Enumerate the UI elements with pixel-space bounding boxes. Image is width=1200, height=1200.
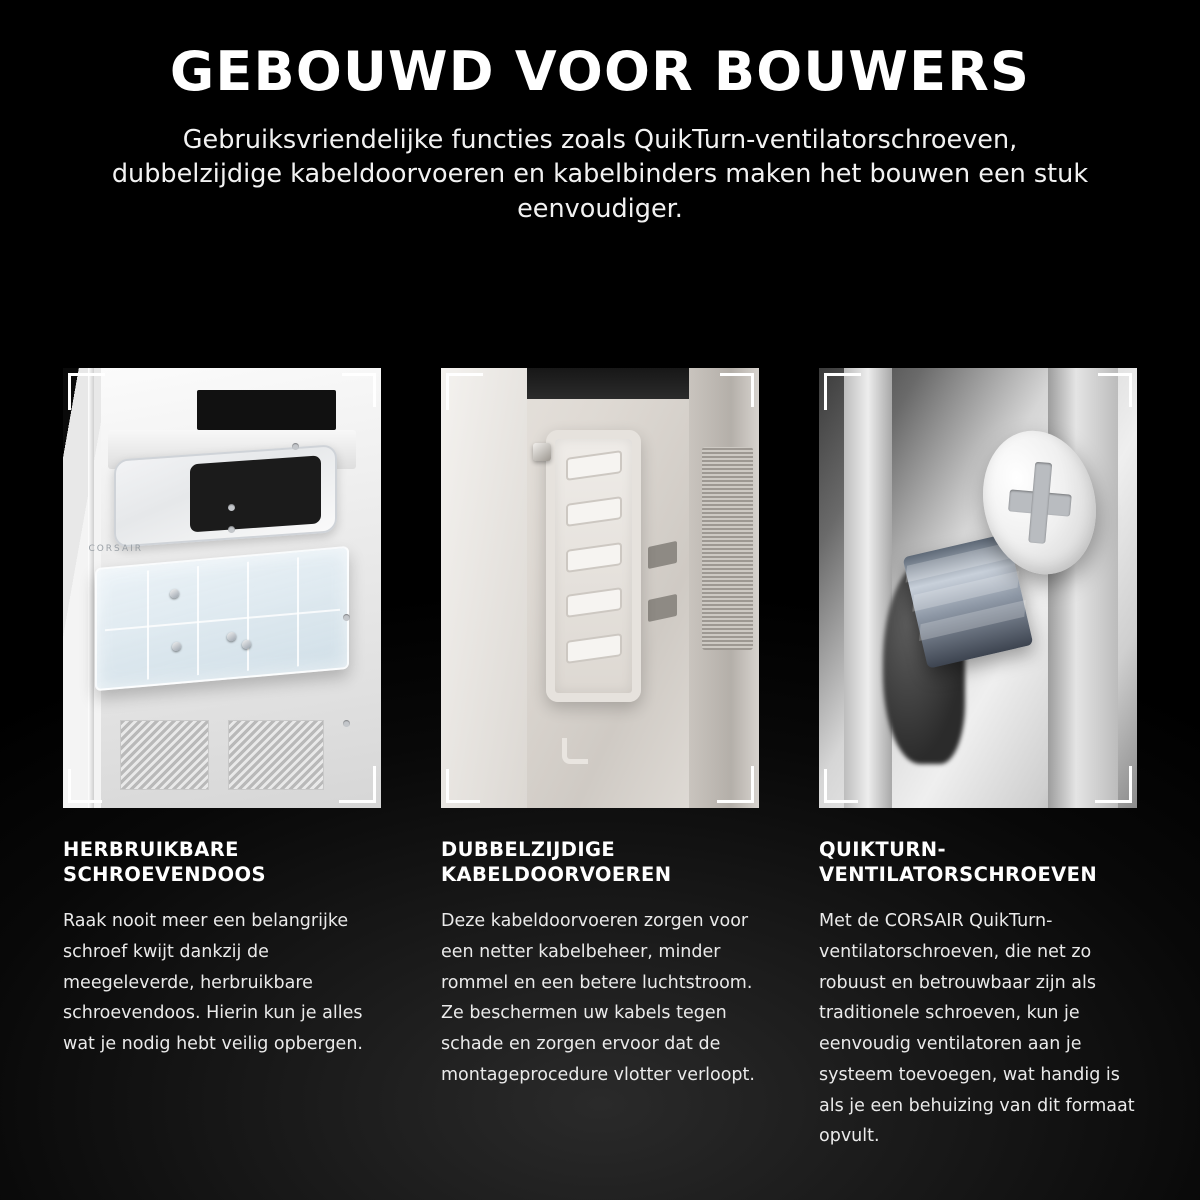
feature-card-quikturn-screws: [819, 368, 1137, 1152]
page-title: GEBOUWD VOOR BOUWERS: [169, 40, 1031, 103]
corner-bracket-top-right-icon: [342, 373, 376, 407]
feature-card-body: Raak nooit meer een belangrijke schroef kwijt dankzij de meegeleverde, herbruikbare schroevendoos. Hierin kun je alles wat je nodig hebt veilig opbergen.: [63, 910, 363, 1055]
corner-bracket-bottom-left-icon: [446, 769, 480, 803]
page-subtitle: Gebruiksvriendelijke functies zoals QuikTurn-ventilatorschroeven, dubbelzijdige kabeldoorvoeren en kabelbinders maken het bouwen een stuk eenvoudiger.: [111, 124, 1089, 225]
feature-card-list: [0, 368, 1200, 1152]
quikturn-screw-illustration: [819, 368, 1137, 808]
corner-bracket-top-right-icon: [720, 373, 754, 407]
corner-bracket-top-right-icon: [1098, 373, 1132, 407]
feature-card-body: Deze kabeldoorvoeren zorgen voor een netter kabelbeheer, minder rommel en een betere luchtstroom. Ze beschermen uw kabels tegen schade en zorgen ervoor dat de montageprocedure vlotter verloopt.: [441, 910, 755, 1085]
feature-card-title: HERBRUIKBARE SCHROEVENDOOS: [63, 838, 266, 886]
feature-card-screw-box: [63, 368, 381, 1152]
reusable-screw-box-photo: [63, 368, 381, 808]
corner-bracket-bottom-left-icon: [68, 769, 102, 803]
page-header: [0, 0, 1200, 227]
feature-card-cable-grommets: [441, 368, 759, 1152]
cable-grommet-illustration: [441, 368, 759, 808]
feature-card-title: QUIKTURN-VENTILATORSCHROEVEN: [819, 838, 1098, 886]
feature-card-title: DUBBELZIJDIGE KABELDOORVOEREN: [441, 838, 672, 886]
quikturn-fan-screw-photo: [819, 368, 1137, 808]
double-sided-cable-grommet-photo: [441, 368, 759, 808]
feature-card-body: Met de CORSAIR QuikTurn-ventilatorschroeven, die net zo robuust en betrouwbaar zijn als traditionele schroeven, kun je eenvoudig ventilatoren aan je systeem toevoegen, wat handig is als je een behuizing van dit formaat opvult.: [819, 910, 1135, 1147]
corner-bracket-bottom-left-icon: [824, 769, 858, 803]
case-interior-illustration: CORSAIR: [63, 368, 381, 808]
